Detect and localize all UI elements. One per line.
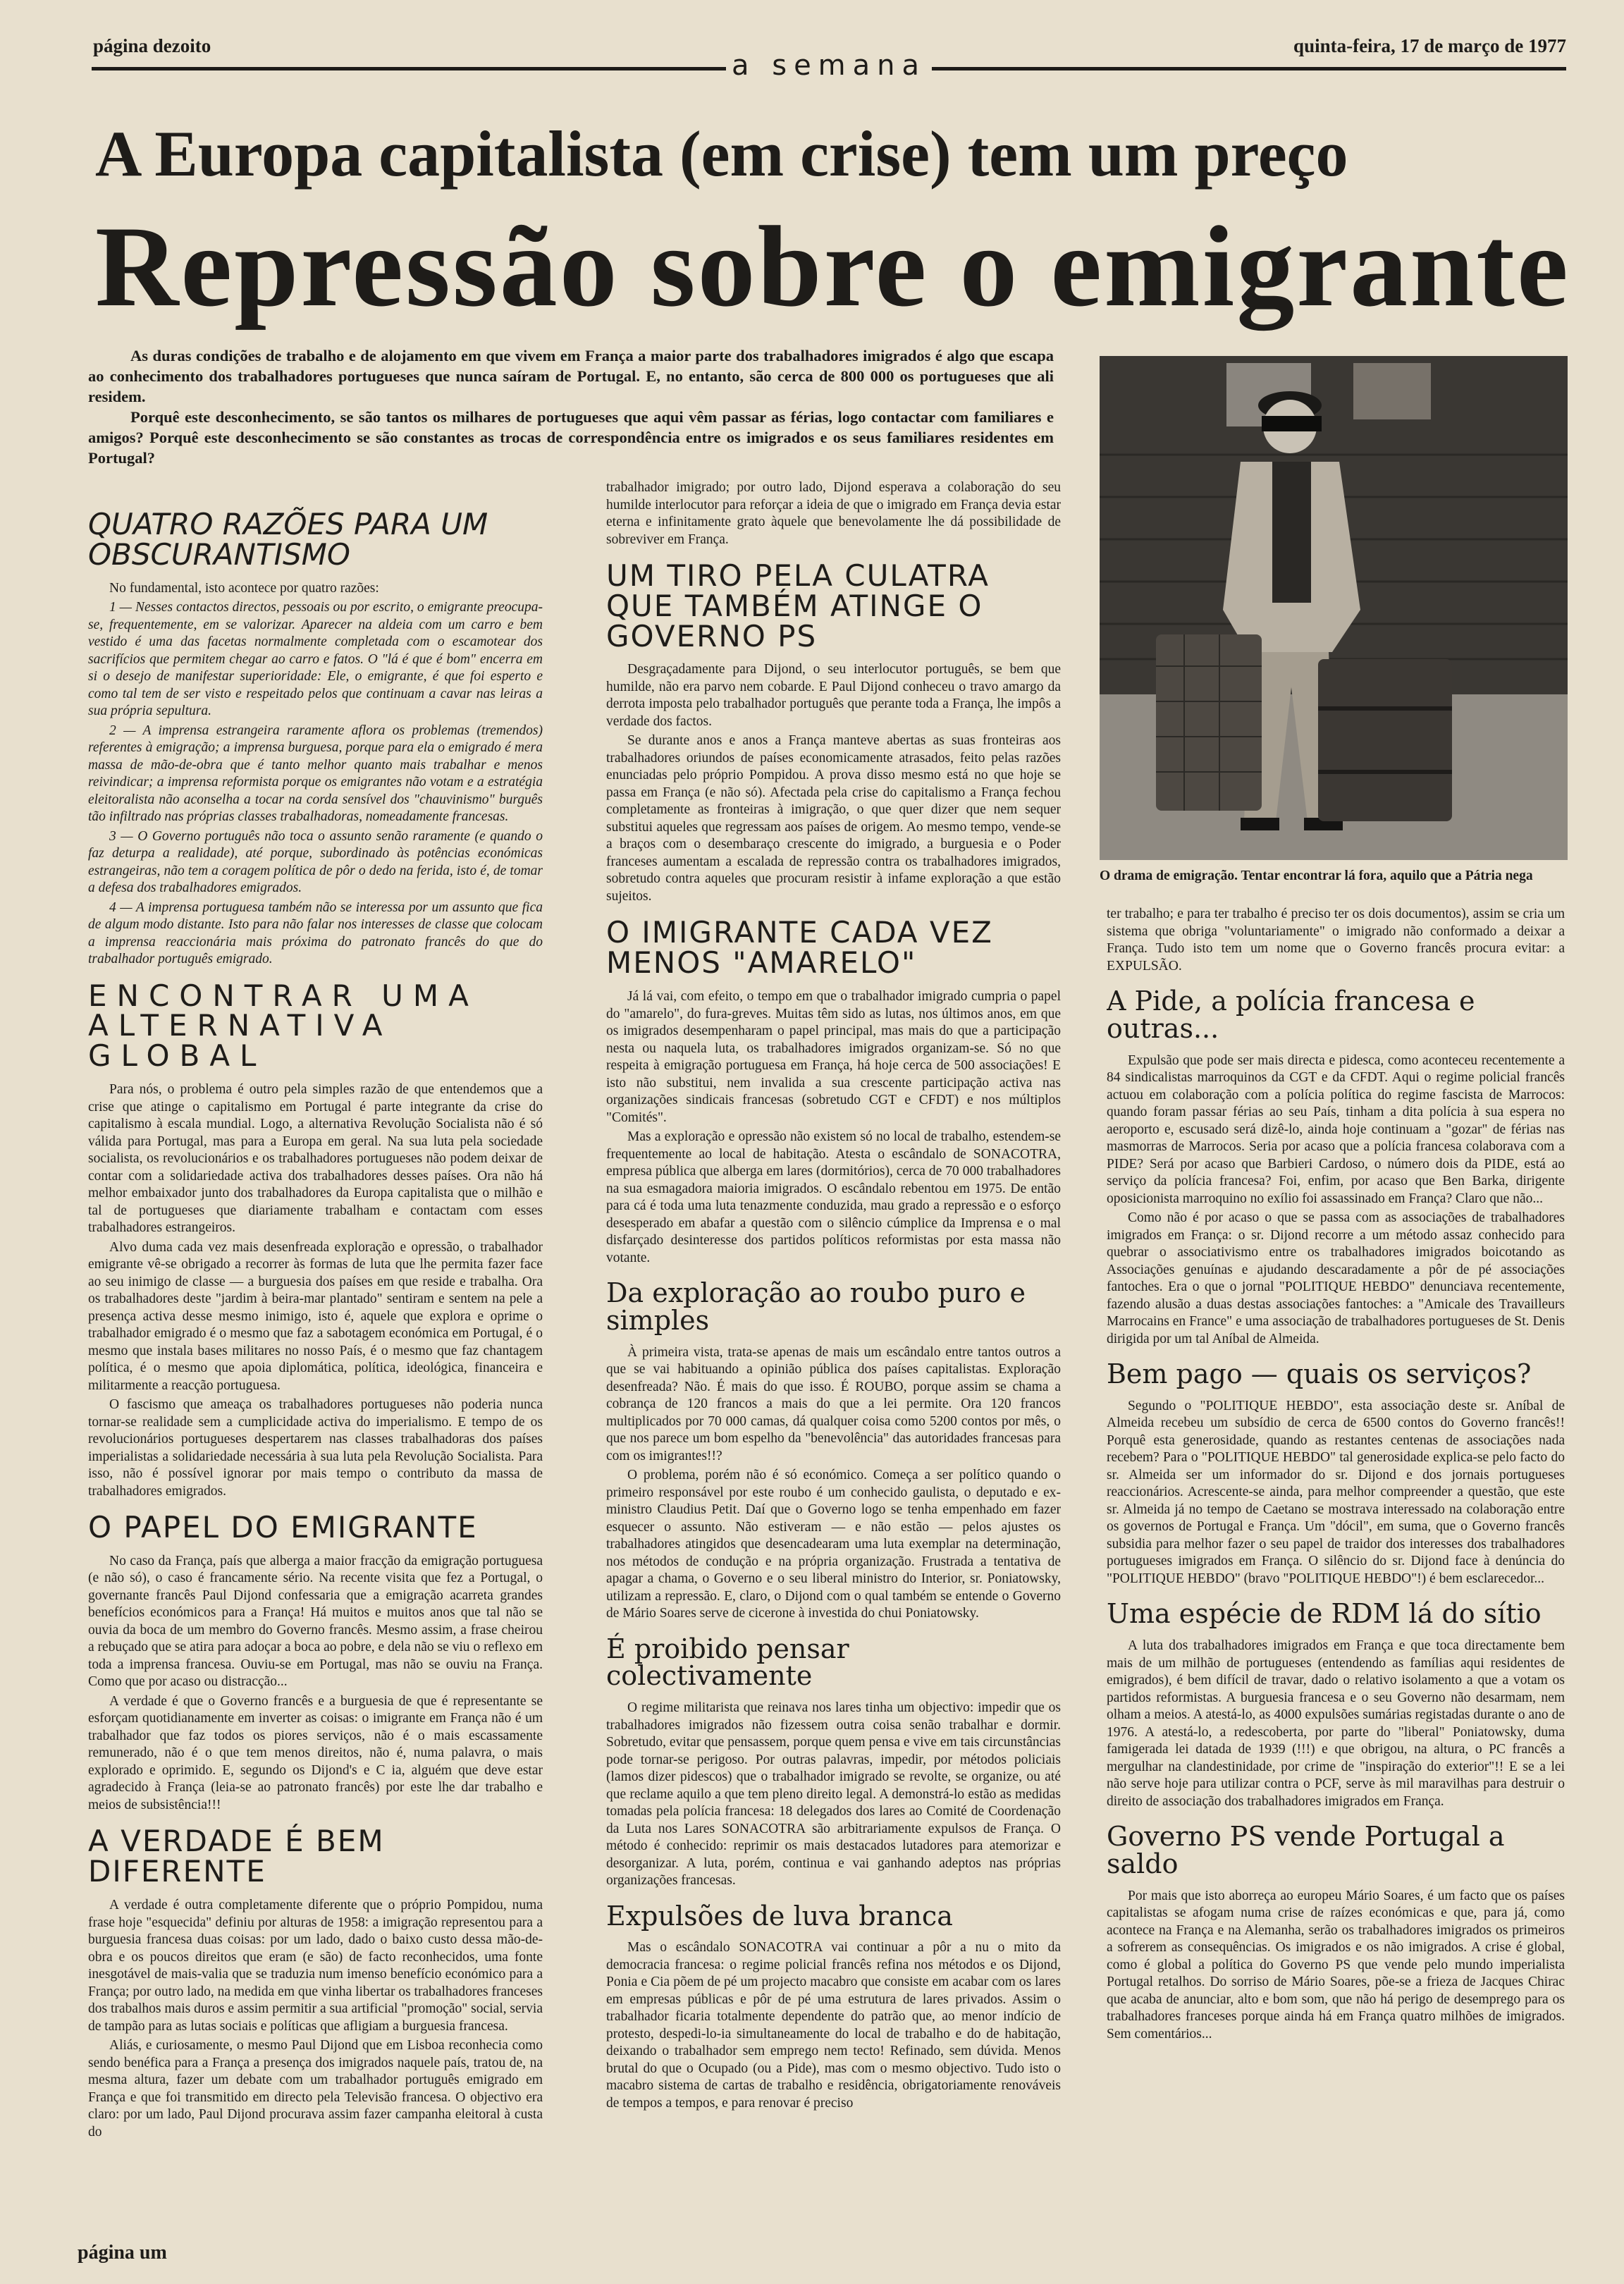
paragraph: Expulsão que pode ser mais directa e pidesca, como aconteceu recentemente a 84 sindicalistas marroquinos da CGT e da CFDT. Aqui o regime policial francês actuou em colaboração com a polícia política do regime fascista de Marrocos: quando foram passar férias ao seu País, tinham a dita polícia à sua espera no aeroporto e, escusado será dizê-lo, ainda hoje continuam a "gozar" de férias nas masmorras de Marrocos. Seria por acaso que a polícia francesa colaborava com a PIDE? Será por acaso que Barbieri Cardoso, o número dois da PIDE, está ao serviço da polícia francesa? Foi, enfim, por acaso que Ben Barka, dirigente oposicionista marroquino no exílio foi assassinado em França? Claro que não... bbox=[1107, 1052, 1565, 1206]
paragraph: Já lá vai, com efeito, o tempo em que o trabalhador imigrado cumpria o papel do "amarelo", do fura-greves. Muitas têm sido as lutas, nos últimos anos, em que os imigrados desempenharam o papel principal, mas mais do que a participação nesta ou naquela luta, os trabalhadores imigrados organizam-se. Só no que respeita à emigração portuguesa em França, há hoje cerca de 500 associações! E isto não substitui, nem invalida a sua crescente participação activa nas organizações sindicais francesas (sobretudo CGT e CFDT) e nos múltiplos "Comités". bbox=[606, 989, 1061, 1125]
paragraph: Alvo duma cada vez mais desenfreada exploração e opressão, o trabalhador emigrante vê-se obrigado a recorrer às formas de luta que lhe permita fazer face ao seu inimigo de classe — a burguesia dos países em que reside e trabalha. Ora os trabalhadores deste "jardim à beira-mar plantado" sentiram e sentem na pele a presença activa desse mesmo inimigo, isto é, aquele que explora e oprime o trabalhador emigrado é o mesmo que faz a sabotagem económica em Portugal, é o mesmo que instala bases militares no nosso País, é o mesmo que faz chantagem política, é o mesmo que apoia diplomática, política, ideológica, financeira e militarmente a reacção portuguesa. bbox=[88, 1239, 543, 1393]
paragraph: Aliás, e curiosamente, o mesmo Paul Dijond que em Lisboa reconhecia como sendo benéfica para a França a presença dos imigrados naquele país, tratou de, na mesma altura, fazer um debate com um trabalhador português emigrado em França e que foi transmitido em directo pela Televisão francesa. O objectivo era claro: por um lado, Paul Dijond procurava assim fazer campanha eleitoral à custa do bbox=[88, 2038, 543, 2139]
paragraph: trabalhador imigrado; por outro lado, Dijond esperava a colaboração do seu humilde interlocutor para reforçar a ideia de que o imigrado em França devia estar eterna e infinitamente grato àquele que benevolamente lhe dá possibilidade de sobreviver em França. bbox=[606, 480, 1061, 547]
paragraph: O regime militarista que reinava nos lares tinha um objectivo: impedir que os trabalhadores imigrados não fizessem outra coisa senão trabalhar e dormir. Sobretudo, evitar que pensassem, porque quem pensa e vive em tais circunstâncias pode tornar-se perigoso. Por outras palavras, impedir, por métodos policiais (lamos dizer pidescos) que o trabalhador imigrado se revolte, se organize, ou até que reclame aquilo a que tem pleno direito legal. A demonstrá-lo estão as medidas tomadas pela polícia francesa: 18 delegados dos lares ao Comité de Coordenação da Luta nos Lares SONACOTRA são arbitrariamente expulsos de França. O método é conhecido: reprimir os mais destacados lutadores para atemorizar e desorganizar. A luta, porém, continua e vai ganhando adeptos nas próprias organizações francesas. bbox=[606, 1700, 1061, 1889]
section-heading: O PAPEL DO EMIGRANTE bbox=[88, 1510, 478, 1545]
section-heading: UM TIRO PELA CULATRA QUE TAMBÉM ATINGE O GOVERNO PS bbox=[606, 558, 990, 653]
paragraph: Mas o escândalo SONACOTRA vai continuar a pôr a nu o mito da democracia francesa: o regime policial francês refina nos métodos e os Dijond, Ponia e Cia põem de pé um projecto macabro que consiste em acabar com os lares em empresas públicas e pôr de pé uma estrutura de lares privados. Assim o trabalhador ficaria totalmente dependente do patrão que, ao menor indício de protesto, despedi-lo-ia simultaneamente do local de trabalho e do de habitação, deixando o trabalhador sem emprego nem tecto! Refinado, sem dúvida. Menos brutal do que o Ocupado (ou a Pide), mas com o mesmo objectivo. Tudo isto o macabro sistema de cartas de trabalho e residência, obrigatoriamente renováveis de tempos a tempos, e para renovar é preciso bbox=[606, 1940, 1061, 2111]
article-column-1 bbox=[88, 497, 543, 2231]
section-heading: A VERDADE É BEM DIFERENTE bbox=[88, 1824, 385, 1889]
footer-page-label: página um bbox=[78, 2242, 167, 2264]
section-heading: ENCONTRAR UMA ALTERNATIVA GLOBAL bbox=[88, 978, 479, 1074]
paragraph: Por mais que isto aborreça ao europeu Mário Soares, é um facto que os países capitalistas se afogam numa crise de raízes económicas e que, para já, como acontece na França e na Alemanha, serão os trabalhadores imigrados os primeiros a sofrerem as consequências. Os imigrados e os não imigrados. A crise é global, como é global a política do Governo PS que vende pelo mundo imperialista Portugal retalhos. Do sorriso de Mário Soares, põe-se a frieza de Jacques Chirac que acaba de anunciar, alto e bom som, que não há perigo de desemprego para os trabalhadores franceses porque ainda há em França quatro milhões de imigrados. Sem comentários... bbox=[1107, 1888, 1565, 2042]
kicker-headline: A Europa capitalista (em crise) tem um preço bbox=[95, 118, 1348, 190]
emigrant-photo-illustration bbox=[1100, 356, 1568, 860]
article-lead bbox=[88, 345, 1054, 468]
paragraph: 1 — Nesses contactos directos, pessoais ou por escrito, o emigrante preocupa-se, frequentemente, em se valorizar. Aparecer na aldeia com um carro e bem vestido é uma das facetas normalmente completada com o escamotear dos sacrifícios que permitem chegar ao carro e fatos. O "lá é que é bom" encerra em si o desejo de manifestar superioridade: Ele, o emigrante, é que foi esperto e como tal tem de ser visto e respeitado pelos que continuam a cavar nas leiras a sua própria sepultura. bbox=[88, 600, 543, 719]
paragraph: A luta dos trabalhadores imigrados em França e que toca directamente bem mais de um milhão de portugueses (entendendo as famílias aqui residentes de emigrados), é bem difícil de travar, dado o relativo isolamento a que a votam os partidos reformistas. A burguesia francesa e o seu Governo não desarmam, nem olham a meios. A atestá-lo, as 4000 expulsões sumárias registadas durante o ano de 1976. A atestá-lo, a redescoberta, por parte do "liberal" Poniatowsky, duma famigerada lei datada de 1939 (!!!) e que obrigou, na altura, o PC francês a mergulhar na clandestinidade, por crime de "inspiração do exterior"!! E se a lei não serve hoje para utilizar contra o PCF, serve às mil maravilhas para destruir o direito de associação dos trabalhadores imigrados em França. bbox=[1107, 1638, 1565, 1809]
page-number-label: página dezoito bbox=[93, 35, 211, 56]
section-heading: QUATRO RAZÕES PARA UM OBSCURANTISMO bbox=[88, 507, 488, 572]
lead-paragraph: Porquê este desconhecimento, se são tantos os milhares de portugueses que aqui vêm passar as férias, logo contactar com familiares e amigos? Porquê este desconhecimento se são constantes as trocas de correspondência entre os imigrados e os seus familiares residentes em Portugal? bbox=[88, 408, 1054, 467]
section-heading: Governo PS vende Portugal a saldo bbox=[1107, 1821, 1505, 1879]
paragraph: Desgraçadamente para Dijond, o seu interlocutor português, se bem que humilde, não era parvo nem cobarde. E Paul Dijond conheceu o travo amargo da derrota imposta pelo trabalhador português que perante toda a França, lhe impôs a verdade dos factos. bbox=[606, 662, 1061, 729]
main-headline: Repressão sobre o emigrante bbox=[95, 203, 1570, 331]
section-heading: Expulsões de luva branca bbox=[606, 1900, 953, 1932]
paragraph: A verdade é que o Governo francês e a burguesia de que é representante se esforçam quotidianamente em inverter as coisas: o imigrante em França não é um trabalhador que faz todos os piores serviços, não é o mais escassamente remunerado, não é o que tem menos direitos, não é, numa palavra, o mais explorado e oprimido. E, segundo os Dijond's e C ia, alguém que deve estar agradecido à França (leia-se ao patronato francês) por este lhe dar trabalho e meios de subsistência!!! bbox=[88, 1693, 543, 1812]
emigrant-photo bbox=[1100, 356, 1568, 860]
paragraph: No fundamental, isto acontece por quatro razões: bbox=[109, 580, 379, 596]
paragraph: O fascismo que ameaça os trabalhadores portugueses não poderia nunca tornar-se realidade sem a cumplicidade activa do imperialismo. E tempo de os revolucionários portugueses despertarem nas classes trabalhadoras dos países imperialistas a solidariedade necessária à sua luta pela Revolução Socialista. Para isso, não é possível ignorar por mais tempo o contributo da massa de trabalhadores emigrados. bbox=[88, 1397, 543, 1499]
paragraph: Mas a exploração e opressão não existem só no local de trabalho, estendem-se frequentemente ao local de habitação. Atesta o escândalo de SONACOTRA, empresa pública que alberga em lares (dormitórios), cerca de 70 000 trabalhadores na sua esmagadora maioria imigrados. O escândalo rebentou em 1975. De então para cá é toda uma luta tenazmente conduzida, mau grado a repressão e o esforço desesperado em abafar a questão com o silêncio cúmplice da Imprensa e o mal disfarçado desinteresse dos partidos políticos reformistas por esta massa não votante. bbox=[606, 1129, 1061, 1265]
lead-paragraph: As duras condições de trabalho e de alojamento em que vivem em França a maior parte dos trabalhadores imigrados é algo que escapa ao conhecimento dos trabalhadores portugueses que nunca saíram de Portugal. E, no entanto, são cerca de 800 000 os portugueses que ali residem. bbox=[88, 347, 1054, 405]
paragraph: À primeira vista, trata-se apenas de mais um escândalo entre tantos outros a que se vai habituando a opinião pública dos países capitalistas. Exploração desenfreada? Não. É mais do que isso. É ROUBO, porque assim se chama a cobrança de 120 francos a mais do que a lei permite. Ora 120 francos multiplicados por 70 000 camas, dá qualquer coisa como 5200 contos por mês, o que nos parece um bom espelho da "benevolência" das autoridades francesas para com os imigrantes!!? bbox=[606, 1344, 1061, 1463]
paragraph: ter trabalho; e para ter trabalho é preciso ter os dois documentos), assim se cria um sistema que obriga "voluntariamente" o imigrado não conformado a deixar a França. Tudo isto tem um nome que o Governo francês procura evitar: a EXPULSÃO. bbox=[1107, 907, 1565, 974]
section-heading: É proibido pensar colectivamente bbox=[606, 1633, 849, 1692]
paragraph: Para nós, o problema é outro pela simples razão de que entendemos que a crise que atinge o capitalismo em Portugal é parte integrante da crise do capitalismo à escala mundial. Logo, a alternativa Revolução Socialista não é só válida para Portugal, mas para a Europa em geral. Na sua luta pela sociedade socialista, os revolucionários e os trabalhadores portugueses não podem deixar de contar com a solidariedade activa dos trabalhadores desses países. Ora não há melhor embaixador junto dos trabalhadores da Europa capitalista que o milhão e tal de portugueses que diariamente trabalham e contactam com esses trabalhadores estrangeiros. bbox=[88, 1082, 543, 1236]
section-heading: Da exploração ao roubo puro e simples bbox=[606, 1277, 1026, 1336]
section-heading: Uma espécie de RDM lá do sítio bbox=[1107, 1598, 1542, 1630]
paragraph: 2 — A imprensa estrangeira raramente aflora os problemas (tremendos) referentes à emigração; a imprensa burguesa, porque para ela o emigrado é mera massa de mão-de-obra que é tanto melhor quanto mais trabalhar e menos reivindicar; a imprensa reformista porque os emigrantes não votam e a estratégia eleitoralista não aconselha a tocar na corda sensível dos "chauvinismo" burguês tão infiltrado nas próprias classes trabalhadoras, nomeadamente francesas. bbox=[88, 723, 543, 825]
article-column-2 bbox=[606, 479, 1061, 2231]
paragraph: 4 — A imprensa portuguesa também não se interessa por um assunto que fica de algum modo distante. Isto para não falar nos interesses de classe que colocam a imprensa reaccionária mais próxima do patronato francês do que do trabalhador português emigrado. bbox=[88, 900, 543, 967]
paragraph: O problema, porém não é só económico. Começa a ser político quando o primeiro responsável por este roubo é um conhecido gaulista, o deputado e ex-ministro Claudius Petit. Daí que o Governo logo se tenha empenhado em fazer esquecer o assunto. Não estiveram — e não estão — pelos ajustes os trabalhadores atingidos que desencadearam uma luta exemplar na determinação, nos métodos de condução e na própria organização. Frustrada a tentativa de apagar a chama, o Governo e o seu liberal ministro do Interior, sr. Poniatowsky, utilizam a repressão. E, claro, o Dijond com o qual também se entende o Governo de Mário Soares serve de cicerone à investida do chui Poniatowsky. bbox=[606, 1468, 1061, 1621]
paragraph: 3 — O Governo português não toca o assunto senão raramente (e quando o faz deturpa a realidade), até porque, subordinado às potências económicas estrangeiras, não tem a coragem política de pôr o dedo na ferida, isto é, de tomar a defesa dos trabalhadores emigrados. bbox=[88, 828, 543, 896]
issue-date: quinta-feira, 17 de março de 1977 bbox=[1293, 35, 1566, 56]
section-name: a semana bbox=[726, 49, 932, 82]
paragraph: Como não é por acaso o que se passa com as associações de trabalhadores imigrados em França: o sr. Dijond recorre a um método assaz conhecido para quebrar o associativismo entre os trabalhadores imigrados boicotando as Associações genuínas e ajudando descaradamente a pôr de pé associações fantoches. Era o que o jornal "POLITIQUE HEBDO" denunciava recentemente, fazendo alusão a duas destas associações fantoches: a "Amicale des Travailleurs Marrocains en France" e uma associação de trabalhadores portugueses de St. Denis dirigida por um tal Aníbal de Almeida. bbox=[1107, 1210, 1565, 1346]
paragraph: Segundo o "POLITIQUE HEBDO", esta associação deste sr. Aníbal de Almeida recebeu um subsídio de cerca de 6500 contos do Governo francês!! Porquê esta generosidade, quando as restantes centenas de associações nada recebem? Para o "POLITIQUE HEBDO" tal generosidade explica-se pelo facto do sr. Almeida ser um informador do sr. Dijond e dos jornais portugueses reaccionários. Acrescente-se ainda, para melhor compreender a questão, que este sr. Almeida já no tempo de Caetano se mostrava interessado na colaboração entre os governos de Portugal e França. Um "dócil", em suma, que o Governo francês subsidia para melhor fazer o seu papel de traidor dos interesses dos trabalhadores portugueses imigrados em França. O silêncio do sr. Dijond face à denúncia do "POLITIQUE HEBDO" (bravo "POLITIQUE HEBDO"!) é bem esclarecedor... bbox=[1107, 1398, 1565, 1586]
paragraph: A verdade é outra completamente diferente que o próprio Pompidou, numa frase hoje "esquecida" definiu por alturas de 1958: a imigração representou para a burguesia francesa duas coisas: por um lado, dado o baixo custo dessa mão-de-obra e os poucos direitos que eram (e são) de facto reconhecidos, uma fonte inesgotável de mais-valia que se traduzia num imenso benefício económico para a França; por outro lado, na medida em que vinha libertar os trabalhadores franceses dos trabalhos mais duros e assim permitir a sua artificial "promoção" social, servia de tampão para as lutas sociais e políticas que afligiam a burguesia francesa. bbox=[88, 1898, 543, 2034]
section-heading: O IMIGRANTE CADA VEZ MENOS "AMARELO" bbox=[606, 915, 993, 981]
paragraph: Se durante anos e anos a França manteve abertas as suas fronteiras aos trabalhadores oriundos de países economicamente atrasados, feito pelas razões enunciadas pelo próprio Pompidou. A prova disso mesmo está no que hoje se passa em França (e não só). Afectada pela crise do capitalismo a França fechou completamente as fronteiras à imigração, o que quer dizer que nem sequer substitui aqueles que regressam aos países de origem. Ao mesmo tempo, vende-se a braços com o desembaraço crescente do imigrado, a burguesia e o Poder franceses aumentam a escalada de repressão contra os trabalhadores imigrados, sobretudo contra aqueles que procuram resistir à infame exploração a que estão sujeitos. bbox=[606, 733, 1061, 904]
paragraph: No caso da França, país que alberga a maior fracção da emigração portuguesa (e não só), o caso é francamente sério. Na recente visita que fez a Portugal, o governante francês Paul Dijond confessaria que a emigração acarreta grandes benefícios económicos para a França! Há muitos e muitos anos que tal não se ouvia da boca de um membro do Governo francês. Mesmo assim, a frase cheirou a rebuçado que se atira para adoçar a boca ao pobre, e dela não se viu o reflexo em toda a imprensa francesa. Ouviu-se em Portugal, mas não se ouviu na França. Como que por acaso ou distracção... bbox=[88, 1553, 543, 1690]
section-heading: Bem pago — quais os serviços? bbox=[1107, 1358, 1532, 1389]
article-column-3 bbox=[1107, 906, 1565, 2231]
section-heading: A Pide, a polícia francesa e outras... bbox=[1107, 986, 1475, 1044]
photo-caption: O drama de emigração. Tentar encontrar lá fora, aquilo que a Pátria nega bbox=[1100, 868, 1533, 883]
